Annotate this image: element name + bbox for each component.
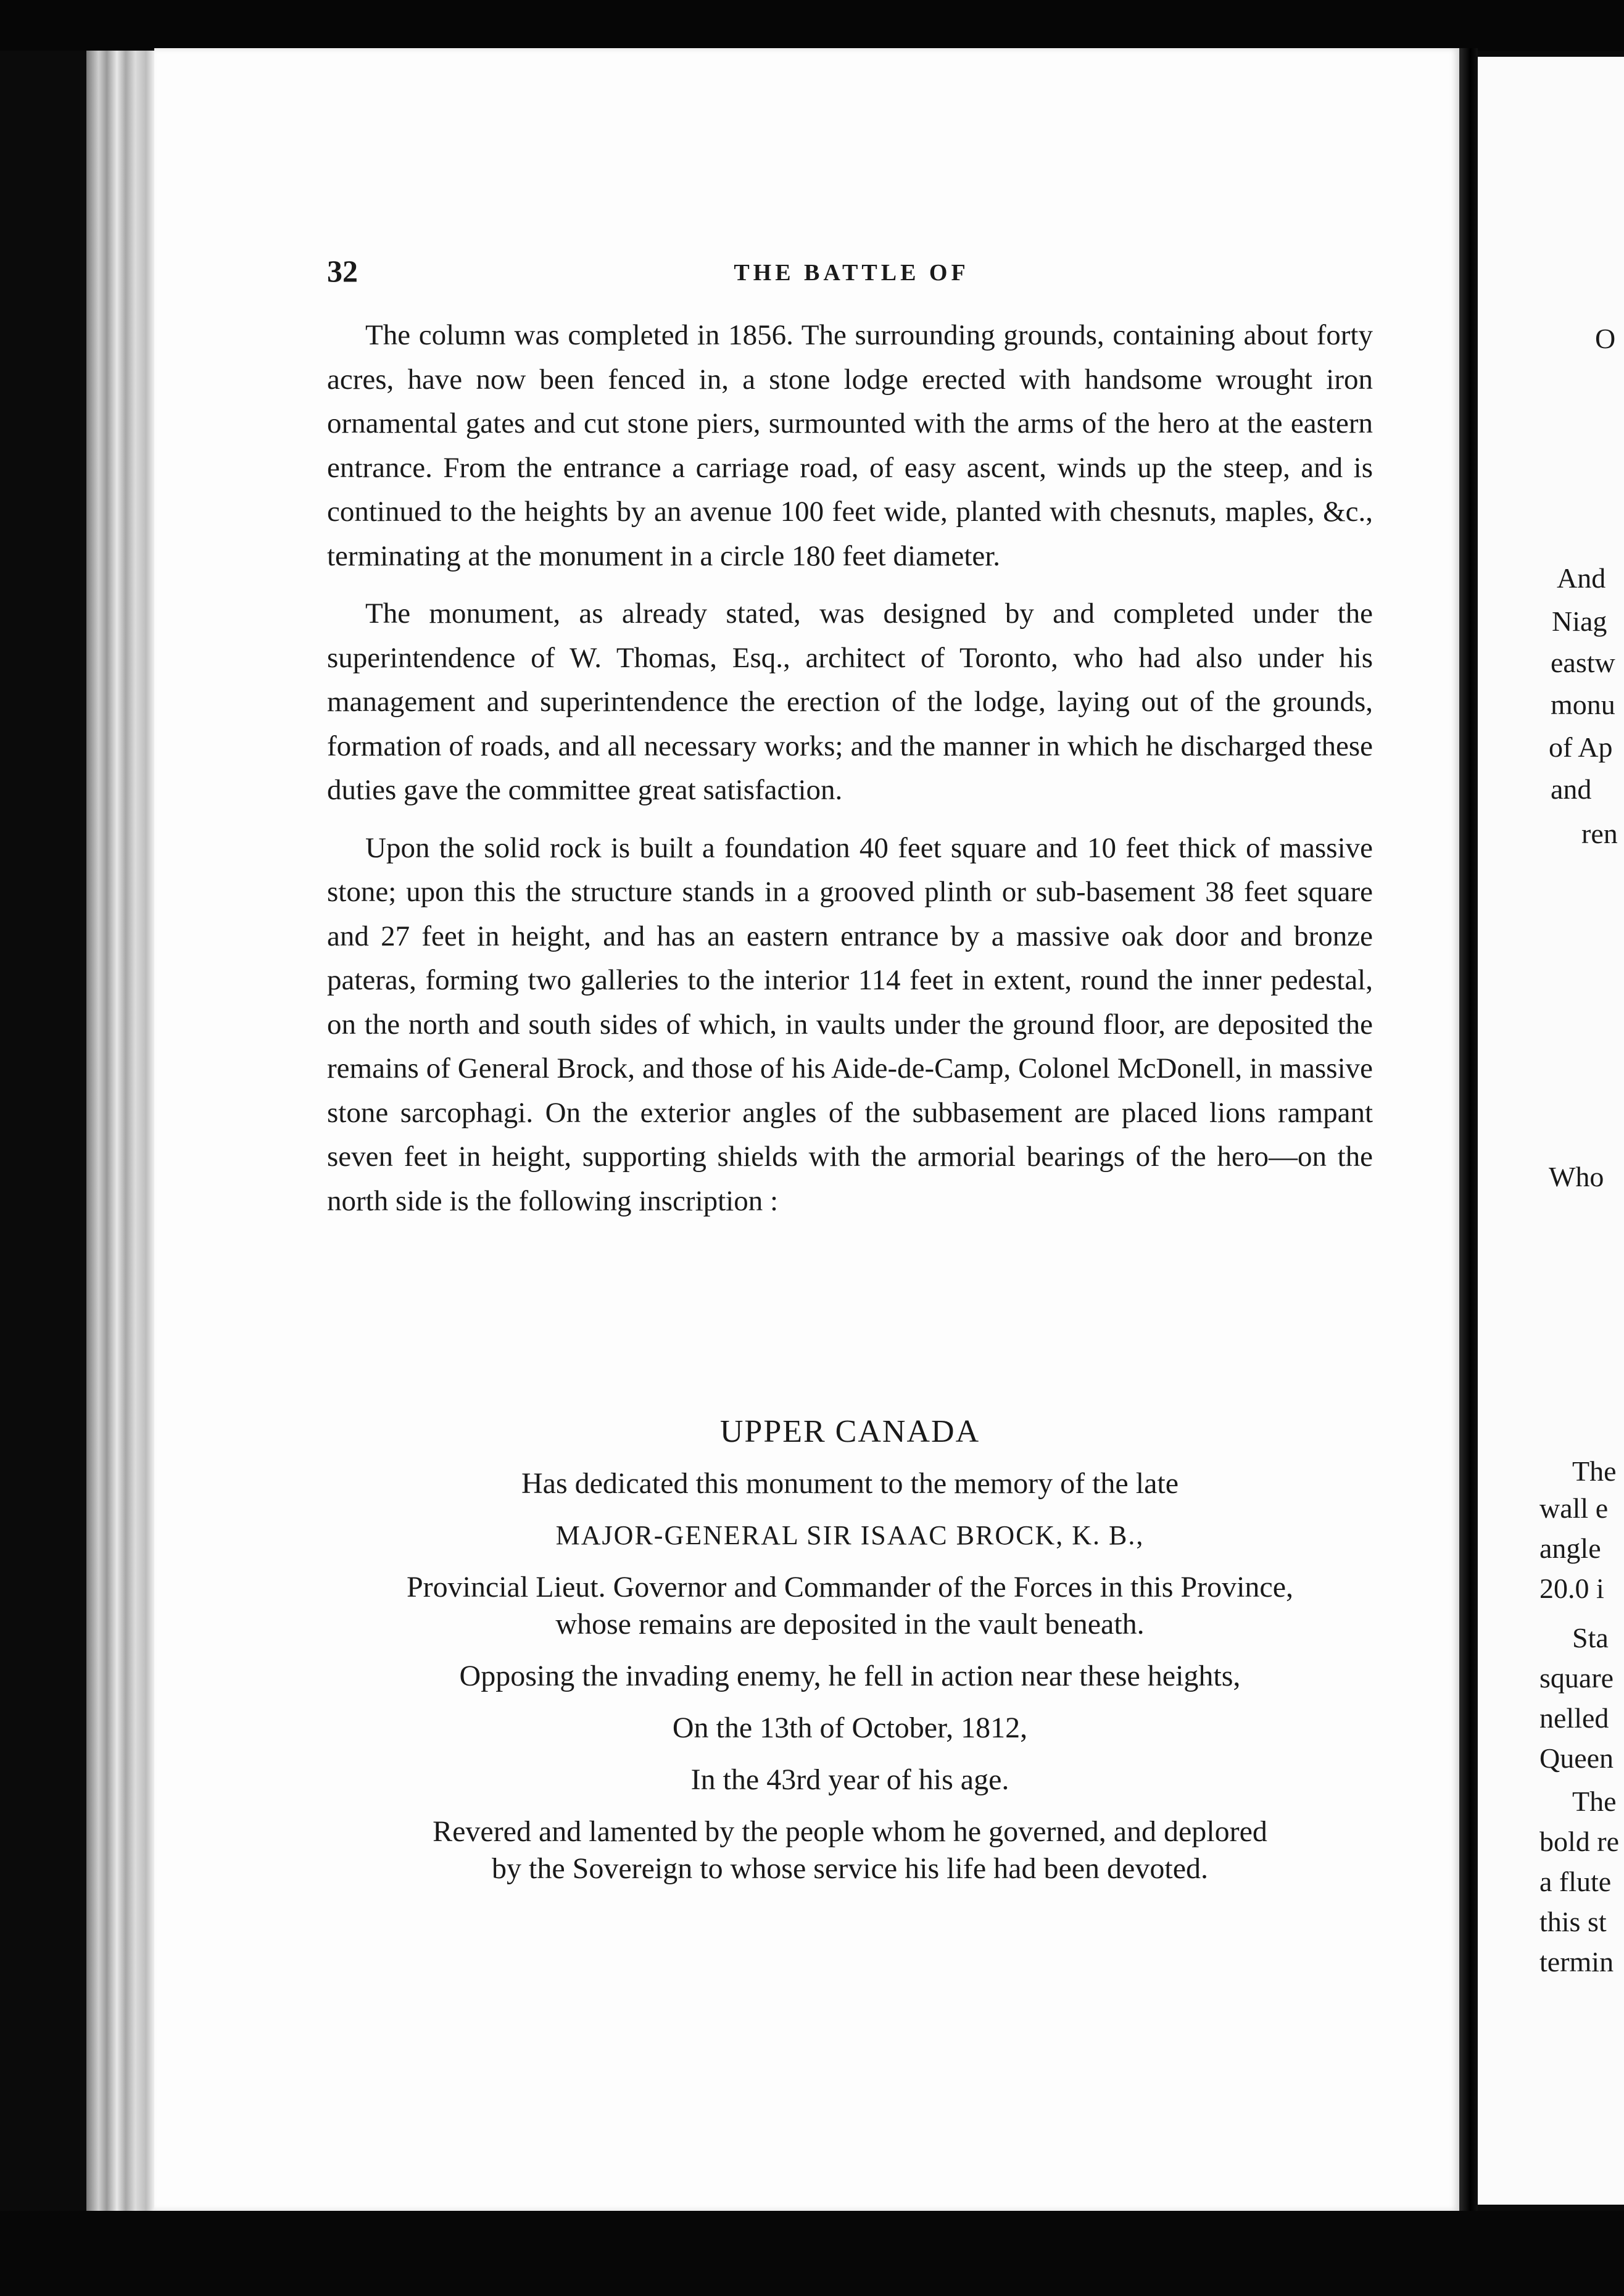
inscription-dedication: Has dedicated this monument to the memory of the late [521,1467,1179,1500]
inscription-closing-line: by the Sovereign to whose service his life had been devoted. [492,1852,1208,1885]
adjacent-page-fragment: Niag [1552,605,1607,637]
adjacent-page-fragment: Queen [1539,1742,1614,1774]
inscription-closing [321,1813,1379,1887]
adjacent-page-fragment: a flute [1539,1866,1612,1897]
adjacent-page-fragment: termin [1539,1946,1614,1978]
scan-top-border [0,0,1624,51]
adjacent-page [1478,57,1624,2205]
adjacent-page-fragment: O [1595,323,1616,354]
inscription-office-line: Provincial Lieut. Governor and Commander of the Forces in this Province, [406,1571,1294,1603]
paragraph: Upon the solid rock is built a foundation 40 feet square and 10 feet thick of massive stone; upon this the structure stands in a grooved plinth or sub-basement 38 feet square and 27 feet in height, and has an eastern entrance by a massive oak door and bronze pateras, forming two galleries to the interior 114 feet in extent, round the inner pedestal, on the north and south sides of which, in vaults under the ground floor, are deposited the remains of General Brock, and those of his Aide-de-Camp, Colonel McDonell, in massive stone sarcophagi. On the exterior angles of the subbasement are placed lions rampant seven feet in height, supporting shields with the armorial bearings of the hero—on the north side is the following inscription : [327,831,1373,1217]
adjacent-page-fragment: wall e [1539,1492,1609,1524]
adjacent-page-fragment: 20.0 i [1539,1573,1604,1604]
adjacent-page-fragment: square [1539,1662,1614,1694]
inscription-heading: UPPER CANADA [719,1414,980,1449]
adjacent-page-fragment: The [1572,1455,1617,1487]
adjacent-page-fragment: The [1572,1786,1617,1817]
inscription-death-line: On the 13th of October, 1812, [672,1712,1028,1744]
running-head-title: THE BATTLE OF [734,260,969,286]
paragraph: The column was completed in 1856. The surrounding grounds, containing about forty acres, have now been fenced in, a stone lodge erected with handsome wrought iron ornamental gates and cut stone piers, surmounted with the arms of the hero at the eastern entrance. From the entrance a carriage road, of easy ascent, winds up the steep, and is continued to the heights by an avenue 100 feet wide, planted with chesnuts, maples, &c., terminating at the monument in a circle 180 feet diameter. [327,319,1373,572]
inscription-office [321,1569,1379,1643]
adjacent-page-fragment: of Ap [1549,731,1613,763]
paragraph: The monument, as already stated, was designed by and completed under the superintendence of W. Thomas, Esq., architect of Toronto, who had also under his management and superintendence the erection of the lodge, laying out of the grounds, formation of roads, and all necessary works; and the manner in which he discharged these duties gave the committee great satisfaction. [327,597,1373,806]
inscription-death-line: In the 43rd year of his age. [690,1763,1009,1796]
running-head [327,253,1376,290]
inscription-name: MAJOR-GENERAL SIR ISAAC BROCK, K. B., [555,1520,1145,1550]
adjacent-page-fragment: nelled [1539,1702,1609,1734]
adjacent-page-fragment: bold re [1539,1826,1620,1857]
inscription-closing-line: Revered and lamented by the people whom he governed, and deplored [433,1815,1267,1848]
adjacent-page-fragment: angle [1539,1533,1601,1564]
adjacent-page-fragment: Sta [1572,1622,1609,1653]
adjacent-page-fragment: monu [1551,689,1615,720]
adjacent-page-fragment: and [1551,773,1592,805]
adjacent-page-fragment: this st [1539,1906,1607,1937]
monument-inscription [321,1406,1379,1895]
adjacent-page-fragment: Who [1549,1161,1604,1192]
adjacent-page-fragment: eastw [1551,647,1615,678]
adjacent-page-fragment: And [1557,562,1606,594]
inscription-death-line: Opposing the invading enemy, he fell in action near these heights, [459,1660,1241,1692]
page-edge-stack [86,51,154,2211]
scan-bottom-border [0,2211,1624,2296]
body-text [327,314,1373,1237]
inscription-office-line: whose remains are deposited in the vault beneath. [555,1608,1145,1641]
adjacent-page-fragment: ren [1581,818,1618,849]
page-number: 32 [327,254,358,288]
book-gutter [1459,48,1478,2211]
